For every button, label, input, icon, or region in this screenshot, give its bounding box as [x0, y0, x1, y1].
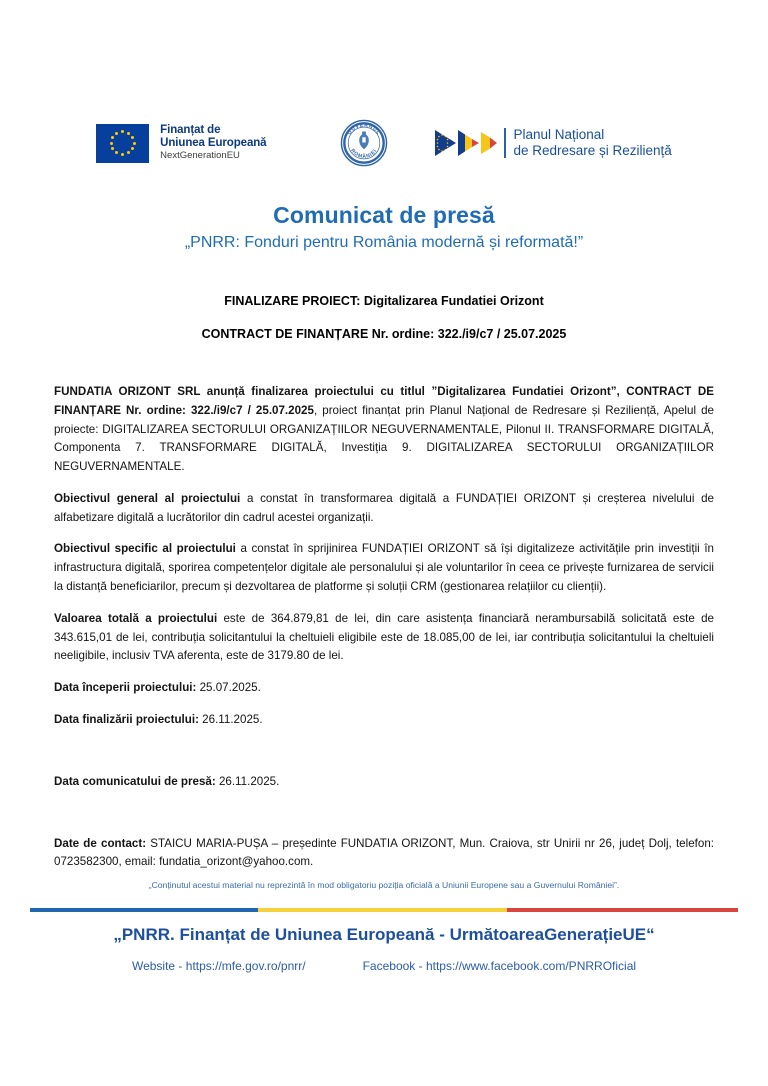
objective-general-text: a constat în transformarea digitală a FUNDAȚIEI ORIZONT și creșterea nivelului de alfabetizare digitală a lucrătorilor din cadrul acestei organizații.	[54, 491, 714, 524]
paragraph-intro-bold: FUNDATIA ORIZONT SRL anunță finalizarea proiectului cu titlul ”Digitalizarea Fundatiei Orizont”, CONTRACT DE FINANȚARE Nr. ordine: 322./i9/c7 / 25.07.2025	[54, 385, 714, 417]
eu-flag-icon	[96, 124, 149, 163]
svg-text:GUVERNUL: GUVERNUL	[346, 122, 382, 137]
tricolor-segment-blue	[30, 908, 258, 912]
page-title: Comunicat de presă	[273, 202, 495, 228]
objective-general-label: Obiectivul general al proiectului	[54, 491, 241, 505]
pnrr-logo-line2: de Redresare și Reziliență	[513, 143, 672, 158]
tricolor-divider	[30, 908, 738, 912]
start-date-value: 25.07.2025.	[196, 681, 261, 695]
eu-funding-logo	[96, 124, 266, 163]
pnrr-logo-divider	[504, 128, 506, 158]
paragraph-contact	[54, 835, 714, 873]
paragraph-objective-general	[54, 490, 714, 528]
paragraph-intro-rest: , proiect finanțat prin Planul Național de Redresare și Reziliență, Apelul de proiecte: DIGITALIZAREA SECTORULUI ORGANIZAȚIILOR NEGUVERNAMENTALE, Pilonul II. TRANSFORMARE DIGITALĂ, Componenta 7. TRANSFORMARE DIGITALĂ, Investiția 9. DIGITALIZAREA SECTORULUI ORGANIZAȚIILOR NEGUVERNAMENTALE.	[54, 403, 714, 474]
headline-project: FINALIZARE PROIECT: Digitalizarea Fundatiei Orizont	[224, 294, 544, 308]
paragraph-project-value	[54, 610, 714, 666]
release-date-label: Data comunicatului de presă:	[54, 774, 216, 788]
objective-specific-label: Obiectivul specific al proiectului	[54, 542, 236, 556]
logo-strip	[0, 112, 768, 174]
body-spacer	[54, 743, 714, 773]
project-value-label: Valoarea totală a proiectului	[54, 611, 218, 625]
eu-logo-line3: NextGenerationEU	[160, 150, 240, 162]
project-value-text: este de 364.879,81 de lei, din care asistența financiară nerambursabilă solicitată este de 343.615,01 de lei, contribuția solicitantului la cheltuieli eligibile este de 18.085,00 de lei, iar contribuția solicitantului la cheltuieli neeligibile, inclusiv TVA aferenta, este de 3179.80 de lei.	[54, 611, 714, 663]
page-subtitle: „PNRR: Fonduri pentru România modernă și reformată!”	[184, 234, 584, 251]
end-date-value: 26.11.2025.	[198, 712, 263, 726]
paragraph-release-date	[54, 773, 714, 792]
contact-label: Date de contact:	[54, 836, 147, 850]
document-body	[54, 383, 714, 885]
paragraph-start-date	[54, 679, 714, 698]
objective-specific-text: a constat în sprijinirea FUNDAȚIEI ORIZONT să își digitalizeze activitățile prin investiții în infrastructura digitală, sporirea competențelor digitale ale personalului și ale voluntarilor în ceea ce privește furnizarea de servicii la distanță beneficiarilor, precum și dezvoltarea de platforme și soluții CRM (gestionarea relațiilor cu clienții).	[54, 542, 714, 594]
disclaimer-text: „Conținutul acestui material nu reprezintă în mod obligatoriu poziția oficială a Uniunii Europene sau a Guvernului României”.	[148, 880, 620, 890]
headline-contract: CONTRACT DE FINANȚARE Nr. ordine: 322./i9/c7 / 25.07.2025	[201, 327, 567, 341]
start-date-label: Data începerii proiectului:	[54, 681, 197, 695]
body-spacer-2	[54, 805, 714, 835]
eu-logo-line1: Finanțat de	[160, 124, 221, 137]
pnrr-logo	[434, 127, 671, 159]
pnrr-logo-text	[513, 127, 671, 158]
contact-value: STAICU MARIA-PUȘA – președinte FUNDATIA ORIZONT, Mun. Craiova, str Unirii nr 26, județ Dolj, telefon: 0723582300, email: fundatia_orizont@yahoo.com.	[54, 836, 714, 869]
pnrr-arrows-icon	[434, 127, 498, 159]
guvernul-romaniei-logo	[340, 119, 388, 167]
release-date-value: 26.11.2025.	[215, 774, 280, 788]
end-date-label: Data finalizării proiectului:	[54, 712, 199, 726]
footer-website-link[interactable]: Website - https://mfe.gov.ro/pnrr/	[131, 959, 306, 973]
paragraph-objective-specific	[54, 540, 714, 596]
svg-text:ROMÂNIEI: ROMÂNIEI	[349, 147, 380, 160]
tricolor-segment-yellow	[258, 908, 507, 912]
footer-title: „PNRR. Finanțat de Uniunea Europeană - UrmătoareaGenerațieUE“	[113, 925, 655, 944]
footer-facebook-link[interactable]: Facebook - https://www.facebook.com/PNRROficial	[362, 959, 637, 973]
paragraph-intro	[54, 383, 714, 477]
eu-logo-text	[160, 124, 266, 161]
guvernul-romaniei-seal-icon	[340, 119, 388, 167]
footer-links	[0, 959, 768, 973]
paragraph-end-date	[54, 711, 714, 730]
tricolor-segment-red	[507, 908, 738, 912]
eu-logo-line2: Uniunea Europeană	[160, 137, 267, 150]
pnrr-logo-line1: Planul Național	[513, 127, 605, 143]
